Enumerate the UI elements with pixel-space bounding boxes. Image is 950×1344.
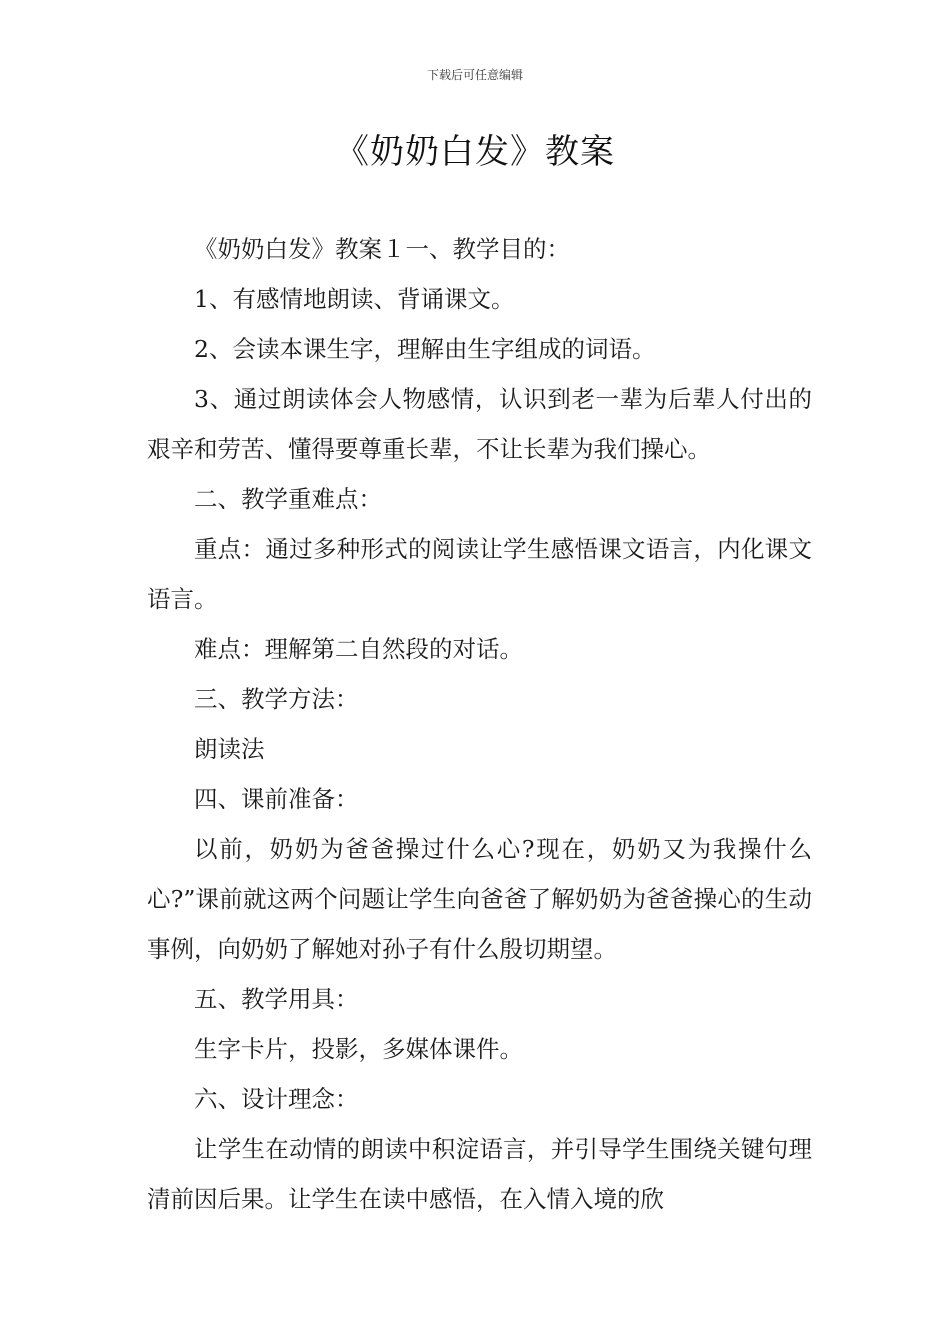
paragraph-preparation-heading: 四、课前准备： [194, 785, 359, 813]
paragraph-method: 朗读法 [194, 735, 265, 763]
document-body [147, 224, 812, 1224]
paragraph-methods-heading: 三、教学方法： [194, 685, 359, 713]
paragraph-objective-2: 2、会读本课生字，理解由生字组成的词语。 [194, 335, 656, 363]
paragraph-tools-heading: 五、教学用具： [194, 985, 359, 1013]
paragraph-design-heading: 六、设计理念： [194, 1085, 359, 1113]
paragraph-objective-1: 1、有感情地朗读、背诵课文。 [194, 285, 515, 313]
paragraph-tools: 生字卡片，投影，多媒体课件。 [194, 1035, 523, 1063]
header-note: 下载后可任意编辑 [426, 68, 523, 82]
paragraph-design: 让学生在动情的朗读中积淀语言，并引导学生围绕关键句理清前因后果。让学生在读中感悟，在入情入境的欣 [147, 1135, 812, 1213]
paragraph-difficult-point: 难点：理解第二自然段的对话。 [194, 635, 523, 663]
paragraph-key-point: 重点：通过多种形式的阅读让学生感悟课文语言，内化课文语言。 [147, 535, 812, 613]
document-title: 《奶奶白发》教案 [335, 132, 615, 172]
paragraph-preparation: 以前，奶奶为爸爸操过什么心?现在，奶奶又为我操什么心?”课前就这两个问题让学生向爸爸了解奶奶为爸爸操心的生动事例，向奶奶了解她对孙子有什么殷切期望。 [147, 835, 812, 963]
paragraph-key-points-heading: 二、教学重难点： [194, 485, 382, 513]
paragraph-objectives-heading: 《奶奶白发》教案１一、教学目的： [194, 235, 570, 263]
paragraph-objective-3: 3、通过朗读体会人物感情，认识到老一辈为后辈人付出的艰辛和劳苦、懂得要尊重长辈，不让长辈为我们操心。 [147, 385, 812, 463]
